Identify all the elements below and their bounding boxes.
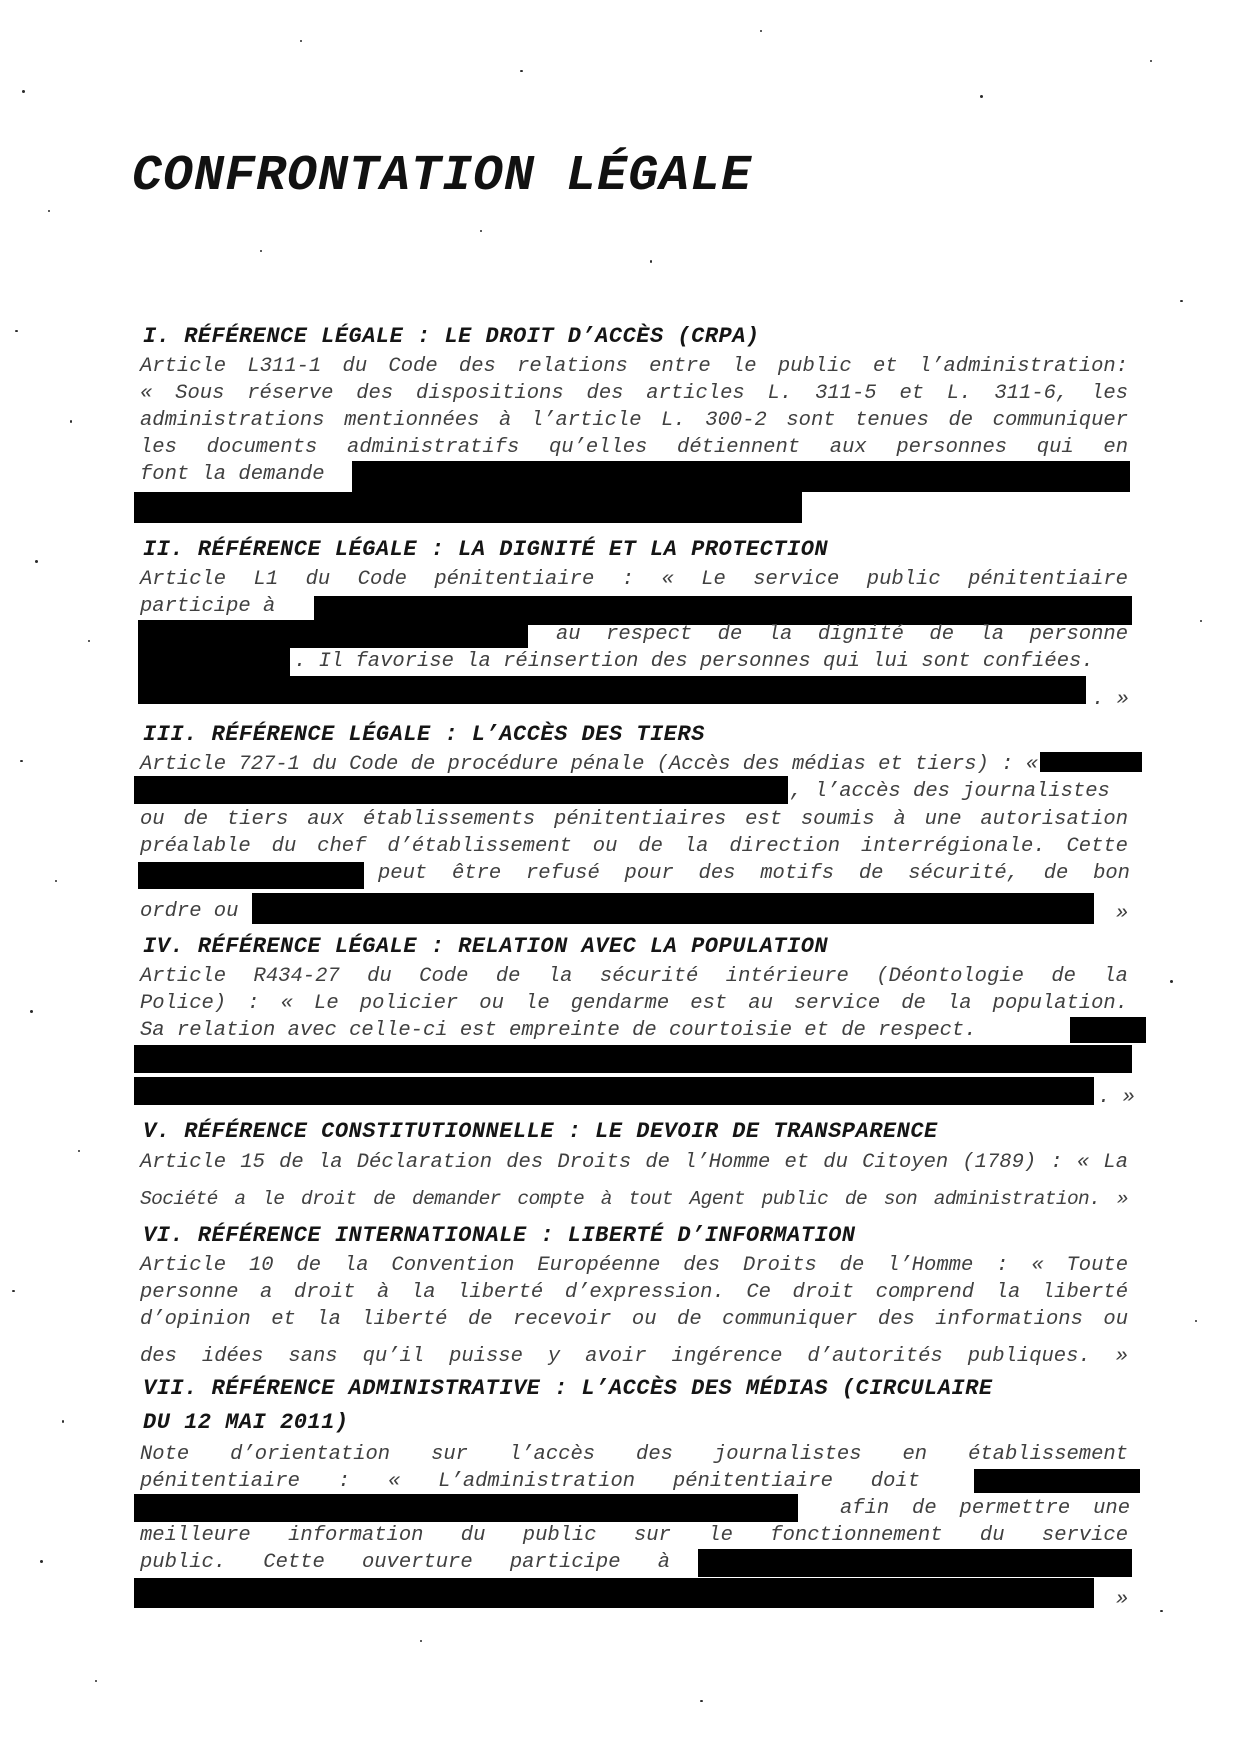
section-line: Article 727-1 du Code de procédure pénale (Accès des médias et tiers) : « [140,753,1039,776]
redaction-bar [134,1494,798,1522]
section-line: administrations mentionnées à l’article L. 300-2 sont tenues de communiquer [140,409,1128,432]
section-line: Note d’orientation sur l’accès des journalistes en établissement [140,1443,1128,1466]
section-line: public. Cette ouverture participe à [140,1551,670,1574]
document-title: CONFRONTATION LÉGALE [132,148,753,205]
section-line: ordre ou [140,900,239,923]
redaction-bar [1070,1017,1146,1043]
section-line: Police) : « Le policier ou le gendarme est au service de la population. [140,992,1128,1015]
redaction-bar [138,676,1086,704]
section-line: afin de permettre une [840,1497,1130,1520]
section-line: préalable du chef d’établissement ou de la direction interrégionale. Cette [140,835,1128,858]
section-line: Article 15 de la Déclaration des Droits de l’Homme et du Citoyen (1789) : « La [140,1151,1128,1174]
section-line: . » [1092,688,1129,711]
section-line: Société a le droit de demander compte à tout Agent public de son administration. » [140,1188,1128,1210]
redaction-bar [138,862,364,889]
redaction-bar [698,1549,1132,1577]
section-line: personne a droit à la liberté d’expression. Ce droit comprend la liberté [140,1281,1128,1304]
section-line: ou de tiers aux établissements pénitentiaires est soumis à une autorisation [140,808,1128,831]
section-heading: V. RÉFÉRENCE CONSTITUTIONNELLE : LE DEVOIR DE TRANSPARENCE [143,1119,938,1144]
section-line: « Sous réserve des dispositions des articles L. 311-5 et L. 311-6, les [140,382,1128,405]
section-line: . Il favorise la réinsertion des personnes qui lui sont confiées. [294,650,1094,673]
section-line: d’opinion et la liberté de recevoir ou de communiquer des informations ou [140,1308,1128,1331]
section-heading: I. RÉFÉRENCE LÉGALE : LE DROIT D’ACCÈS (CRPA) [143,324,760,349]
section-heading: VII. RÉFÉRENCE ADMINISTRATIVE : L’ACCÈS DES MÉDIAS (CIRCULAIRE [143,1376,993,1401]
section-line: Article 10 de la Convention Européenne des Droits de l’Homme : « Toute [140,1254,1128,1277]
section-line: Sa relation avec celle-ci est empreinte de courtoisie et de respect. [140,1019,977,1042]
section-line: Article L1 du Code pénitentiaire : « Le service public pénitentiaire [140,568,1128,591]
section-line: » [1116,902,1129,925]
section-line: . » [1098,1086,1135,1109]
redaction-bar [134,776,788,804]
section-line: au respect de la dignité de la personne [556,623,1128,646]
redaction-bar [134,492,802,523]
section-line: meilleure information du public sur le fonctionnement du service [140,1524,1128,1547]
redaction-bar [1040,752,1142,772]
redaction-bar [134,1045,1132,1073]
section-line: font la demande [140,463,325,486]
section-heading: VI. RÉFÉRENCE INTERNATIONALE : LIBERTÉ D’INFORMATION [143,1223,856,1248]
redaction-bar [134,1077,1094,1105]
section-line: des idées sans qu’il puisse y avoir ingérence d’autorités publiques. » [140,1345,1128,1368]
section-line: pénitentiaire : « L’administration pénitentiaire doit [140,1470,920,1493]
redaction-bar [252,893,1094,924]
section-line: » [1116,1588,1129,1611]
section-line: les documents administratifs qu’elles détiennent aux personnes qui en [140,436,1128,459]
section-line: participe à [140,595,276,618]
section-line: Article L311-1 du Code des relations entre le public et l’administration: [140,355,1128,378]
redaction-bar [138,620,528,648]
section-line: peut être refusé pour des motifs de sécurité, de bon [378,862,1130,885]
redaction-bar [134,1578,1094,1608]
section-line: , l’accès des journalistes [790,780,1110,803]
redaction-bar [974,1469,1140,1493]
section-heading: IV. RÉFÉRENCE LÉGALE : RELATION AVEC LA POPULATION [143,934,829,959]
section-line: Article R434-27 du Code de la sécurité intérieure (Déontologie de la [140,965,1128,988]
section-heading-continued: DU 12 MAI 2011) [143,1410,349,1435]
redaction-bar [352,461,1130,492]
section-heading: II. RÉFÉRENCE LÉGALE : LA DIGNITÉ ET LA PROTECTION [143,537,829,562]
section-heading: III. RÉFÉRENCE LÉGALE : L’ACCÈS DES TIERS [143,722,705,747]
redaction-bar [138,648,290,676]
